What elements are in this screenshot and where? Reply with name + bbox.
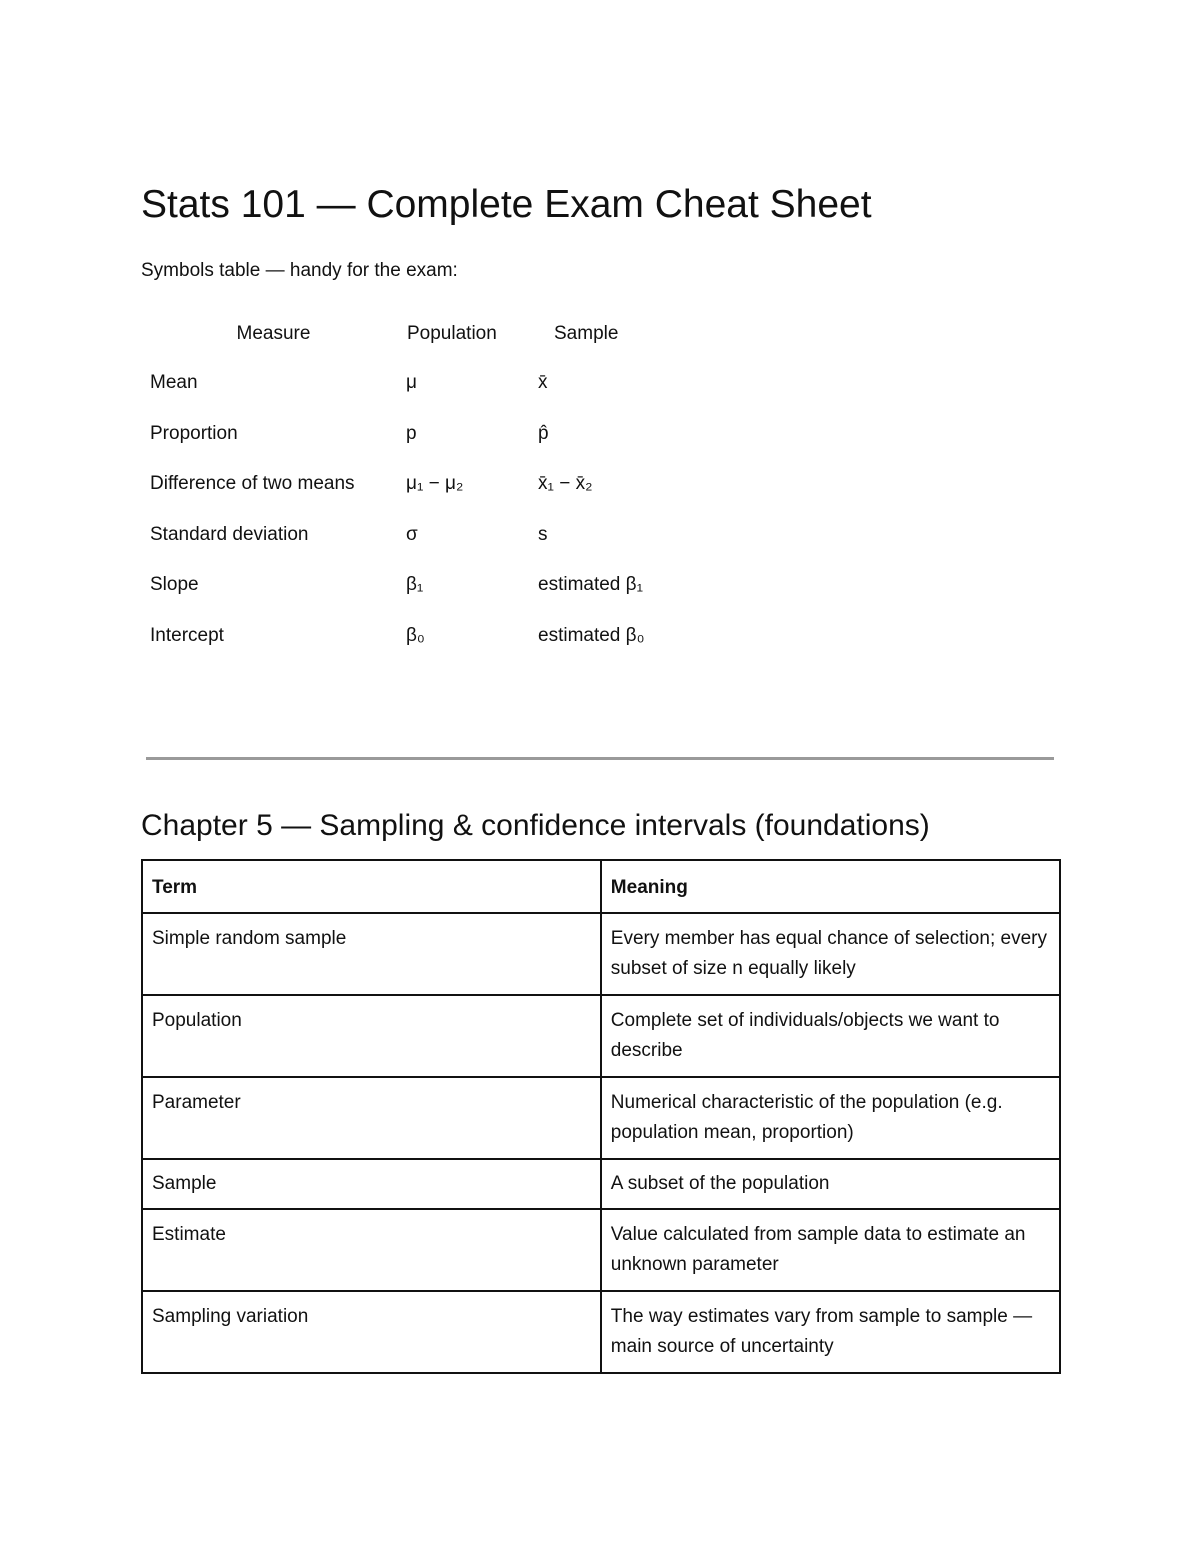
term-cell: Sampling variation bbox=[142, 1291, 601, 1373]
symbols-population-cell: β₁ bbox=[406, 574, 424, 596]
symbols-measure-cell: Intercept bbox=[150, 624, 224, 646]
section-divider bbox=[146, 757, 1054, 760]
symbols-sample-cell: x̄ bbox=[538, 372, 548, 394]
symbols-intro-text: Symbols table — handy for the exam: bbox=[141, 260, 458, 281]
symbols-row bbox=[141, 510, 694, 561]
symbols-sample-cell: estimated β₀ bbox=[538, 624, 645, 646]
symbols-row bbox=[141, 611, 694, 662]
symbols-row bbox=[141, 358, 694, 409]
symbols-sample-cell: p̂ bbox=[538, 422, 549, 444]
terms-header-row bbox=[142, 860, 1060, 913]
meaning-cell: A subset of the population bbox=[601, 1159, 1060, 1209]
meaning-cell: Complete set of individuals/objects we want to describe bbox=[601, 995, 1060, 1077]
terms-header-meaning: Meaning bbox=[601, 860, 1060, 913]
symbols-measure-cell: Standard deviation bbox=[150, 523, 309, 545]
term-cell: Estimate bbox=[142, 1209, 601, 1291]
terms-row bbox=[142, 995, 1060, 1077]
symbols-sample-cell: s bbox=[538, 523, 548, 545]
symbols-header-sample: Sample bbox=[554, 323, 619, 344]
symbols-sample-cell: estimated β₁ bbox=[538, 574, 643, 596]
symbols-population-cell: σ bbox=[406, 523, 418, 545]
term-cell: Parameter bbox=[142, 1077, 601, 1159]
terms-row bbox=[142, 1077, 1060, 1159]
terms-row bbox=[142, 1291, 1060, 1373]
symbols-measure-cell: Slope bbox=[150, 574, 199, 596]
terms-row bbox=[142, 913, 1060, 995]
meaning-cell: Value calculated from sample data to estimate an unknown parameter bbox=[601, 1209, 1060, 1291]
symbols-population-cell: μ₁ − μ₂ bbox=[406, 473, 464, 495]
symbols-header-row bbox=[141, 310, 694, 358]
symbols-row bbox=[141, 409, 694, 460]
page-title: Stats 101 — Complete Exam Cheat Sheet bbox=[141, 183, 872, 226]
symbols-population-cell: β₀ bbox=[406, 624, 425, 646]
symbols-measure-cell: Difference of two means bbox=[150, 473, 355, 495]
terms-row bbox=[142, 1209, 1060, 1291]
meaning-cell: Every member has equal chance of selection; every subset of size n equally likely bbox=[601, 913, 1060, 995]
symbols-population-cell: p bbox=[406, 422, 417, 444]
symbols-row bbox=[141, 560, 694, 611]
term-cell: Population bbox=[142, 995, 601, 1077]
symbols-measure-cell: Mean bbox=[150, 372, 198, 394]
meaning-cell: Numerical characteristic of the population (e.g. population mean, proportion) bbox=[601, 1077, 1060, 1159]
symbols-header-measure: Measure bbox=[236, 323, 311, 344]
symbols-sample-cell: x̄₁ − x̄₂ bbox=[538, 473, 593, 495]
term-cell: Sample bbox=[142, 1159, 601, 1209]
symbols-population-cell: μ bbox=[406, 372, 417, 394]
terms-row bbox=[142, 1159, 1060, 1209]
symbols-measure-cell: Proportion bbox=[150, 422, 238, 444]
chapter-5-terms-table bbox=[141, 859, 1061, 1374]
meaning-cell: The way estimates vary from sample to sample — main source of uncertainty bbox=[601, 1291, 1060, 1373]
chapter-5-heading: Chapter 5 — Sampling & confidence intervals (foundations) bbox=[141, 809, 930, 842]
term-cell: Simple random sample bbox=[142, 913, 601, 995]
symbols-row bbox=[141, 459, 694, 510]
symbols-table bbox=[141, 310, 694, 661]
symbols-header-population: Population bbox=[407, 323, 497, 344]
terms-header-term: Term bbox=[142, 860, 601, 913]
